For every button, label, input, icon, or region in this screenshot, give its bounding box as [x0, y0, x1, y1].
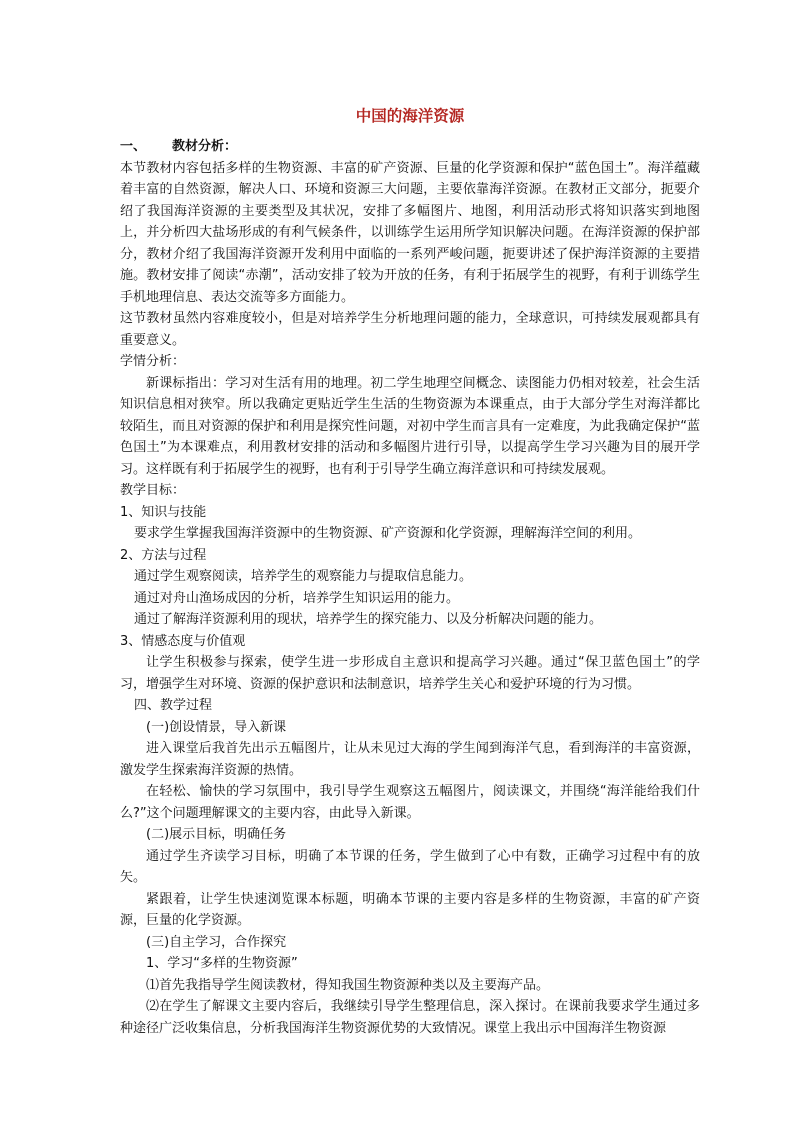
section-heading-teaching-material [120, 136, 700, 158]
sub-heading: 1、学习“多样的生物资源” [146, 956, 298, 971]
paragraph: 通过对舟山渔场成因的分析，培养学生知识运用的能力。 [134, 590, 460, 606]
paragraph: ⑵在学生了解课文主要内容后，我继续引导学生整理信息，深入探讨。在课前我要求学生通过多种途径广泛收集信息，分析我国海洋生物资源优势的大致情况。课堂上我出示中国海洋生物资源 [120, 999, 700, 1036]
paragraph: 在轻松、愉快的学习氛围中，我引导学生观察这五幅图片，阅读课文，并围绕“海洋能给我们什么?”这个问题理解课文的主要内容，由此导入新课。 [120, 784, 700, 821]
step-heading: (一)创设情景，导入新课 [146, 719, 287, 735]
goal-heading: 1、知识与技能 [120, 504, 207, 520]
section-number: 一、 [120, 139, 147, 154]
paragraph: 这节教材虽然内容难度较小，但是对培养学生分析地理问题的能力，全球意识，可持续发展观都具有重要意义。 [120, 311, 700, 348]
section-heading-teaching-process: 四、教学过程 [134, 698, 213, 713]
paragraph: 通过了解海洋资源利用的现状，培养学生的探究能力、以及分析解决问题的能力。 [134, 612, 603, 627]
paragraph: 通过学生齐读学习目标，明确了本节课的任务，学生做到了心中有数，正确学习过程中有的放矢。 [120, 848, 700, 885]
document-title: 中国的海洋资源 [355, 106, 465, 125]
section-heading-student-analysis: 学情分析： [120, 354, 186, 369]
paragraph: 要求学生掌握我国海洋资源中的生物资源、矿产资源和化学资源，理解海洋空间的利用。 [134, 526, 642, 541]
paragraph: 进入课堂后我首先出示五幅图片，让从未见过大海的学生闻到海洋气息，看到海洋的丰富资源，激发学生探索海洋资源的热情。 [120, 741, 700, 778]
goal-heading: 2、方法与过程 [120, 547, 207, 563]
paragraph: 紧跟着，让学生快速浏览课本标题，明确本节课的主要内容是多样的生物资源，丰富的矿产资源，巨量的化学资源。 [120, 891, 700, 928]
paragraph: ⑴首先我指导学生阅读教材，得知我国生物资源种类以及主要海产品。 [146, 977, 550, 993]
document-page [120, 104, 700, 1039]
paragraph: 本节教材内容包括多样的生物资源、丰富的矿产资源、巨量的化学资源和保护“蓝色国土”。海洋蕴藏着丰富的自然资源，解决人口、环境和资源三大问题，主要依靠海洋资源。在教材正文部分，扼要介绍了我国海洋资源的主要类型及其状况，安排了多幅图片、地图，利用活动形式将知识落实到地图上，并分析四大盐场形成的有利气候条件，以训练学生运用所学知识解决问题。在海洋资源的保护部分，教材介绍了我国海洋资源开发利用中面临的一系列严峻问题，扼要讲述了保护海洋资源的主要措施。教材安排了阅读“赤潮”，活动安排了较为开放的任务，有利于拓展学生的视野，有利于训练学生手机地理信息、表达交流等多方面能力。 [120, 160, 700, 305]
goal-heading: 3、情感态度与价值观 [120, 633, 246, 649]
paragraph: 通过学生观察阅读，培养学生的观察能力与提取信息能力。 [134, 569, 473, 584]
section-heading-teaching-goals: 教学目标： [120, 483, 186, 498]
step-heading: (三)自主学习，合作探究 [146, 934, 287, 950]
paragraph: 新课标指出：学习对生活有用的地理。初二学生地理空间概念、读图能力仍相对较差，社会生活知识信息相对狭窄。所以我确定更贴近学生生活的生物资源为本课重点，由于大部分学生对海洋都比较陌生，而且对资源的保护和利用是探究性问题，对初中学生而言具有一定难度，为此我确定保护“蓝色国土”为本课难点，利用教材安排的活动和多幅图片进行引导，以提高学生学习兴趣为目的展开学习。这样既有利于拓展学生的视野，也有利于引导学生确立海洋意识和可持续发展观。 [120, 375, 700, 477]
section-title: 教材分析： [172, 139, 238, 154]
paragraph: 让学生积极参与探索，使学生进一步形成自主意识和提高学习兴趣。通过“保卫蓝色国土”的学习，增强学生对环境、资源的保护意识和法制意识，培养学生关心和爱护环境的行为习惯。 [120, 655, 700, 692]
step-heading: (二)展示目标，明确任务 [146, 827, 287, 842]
